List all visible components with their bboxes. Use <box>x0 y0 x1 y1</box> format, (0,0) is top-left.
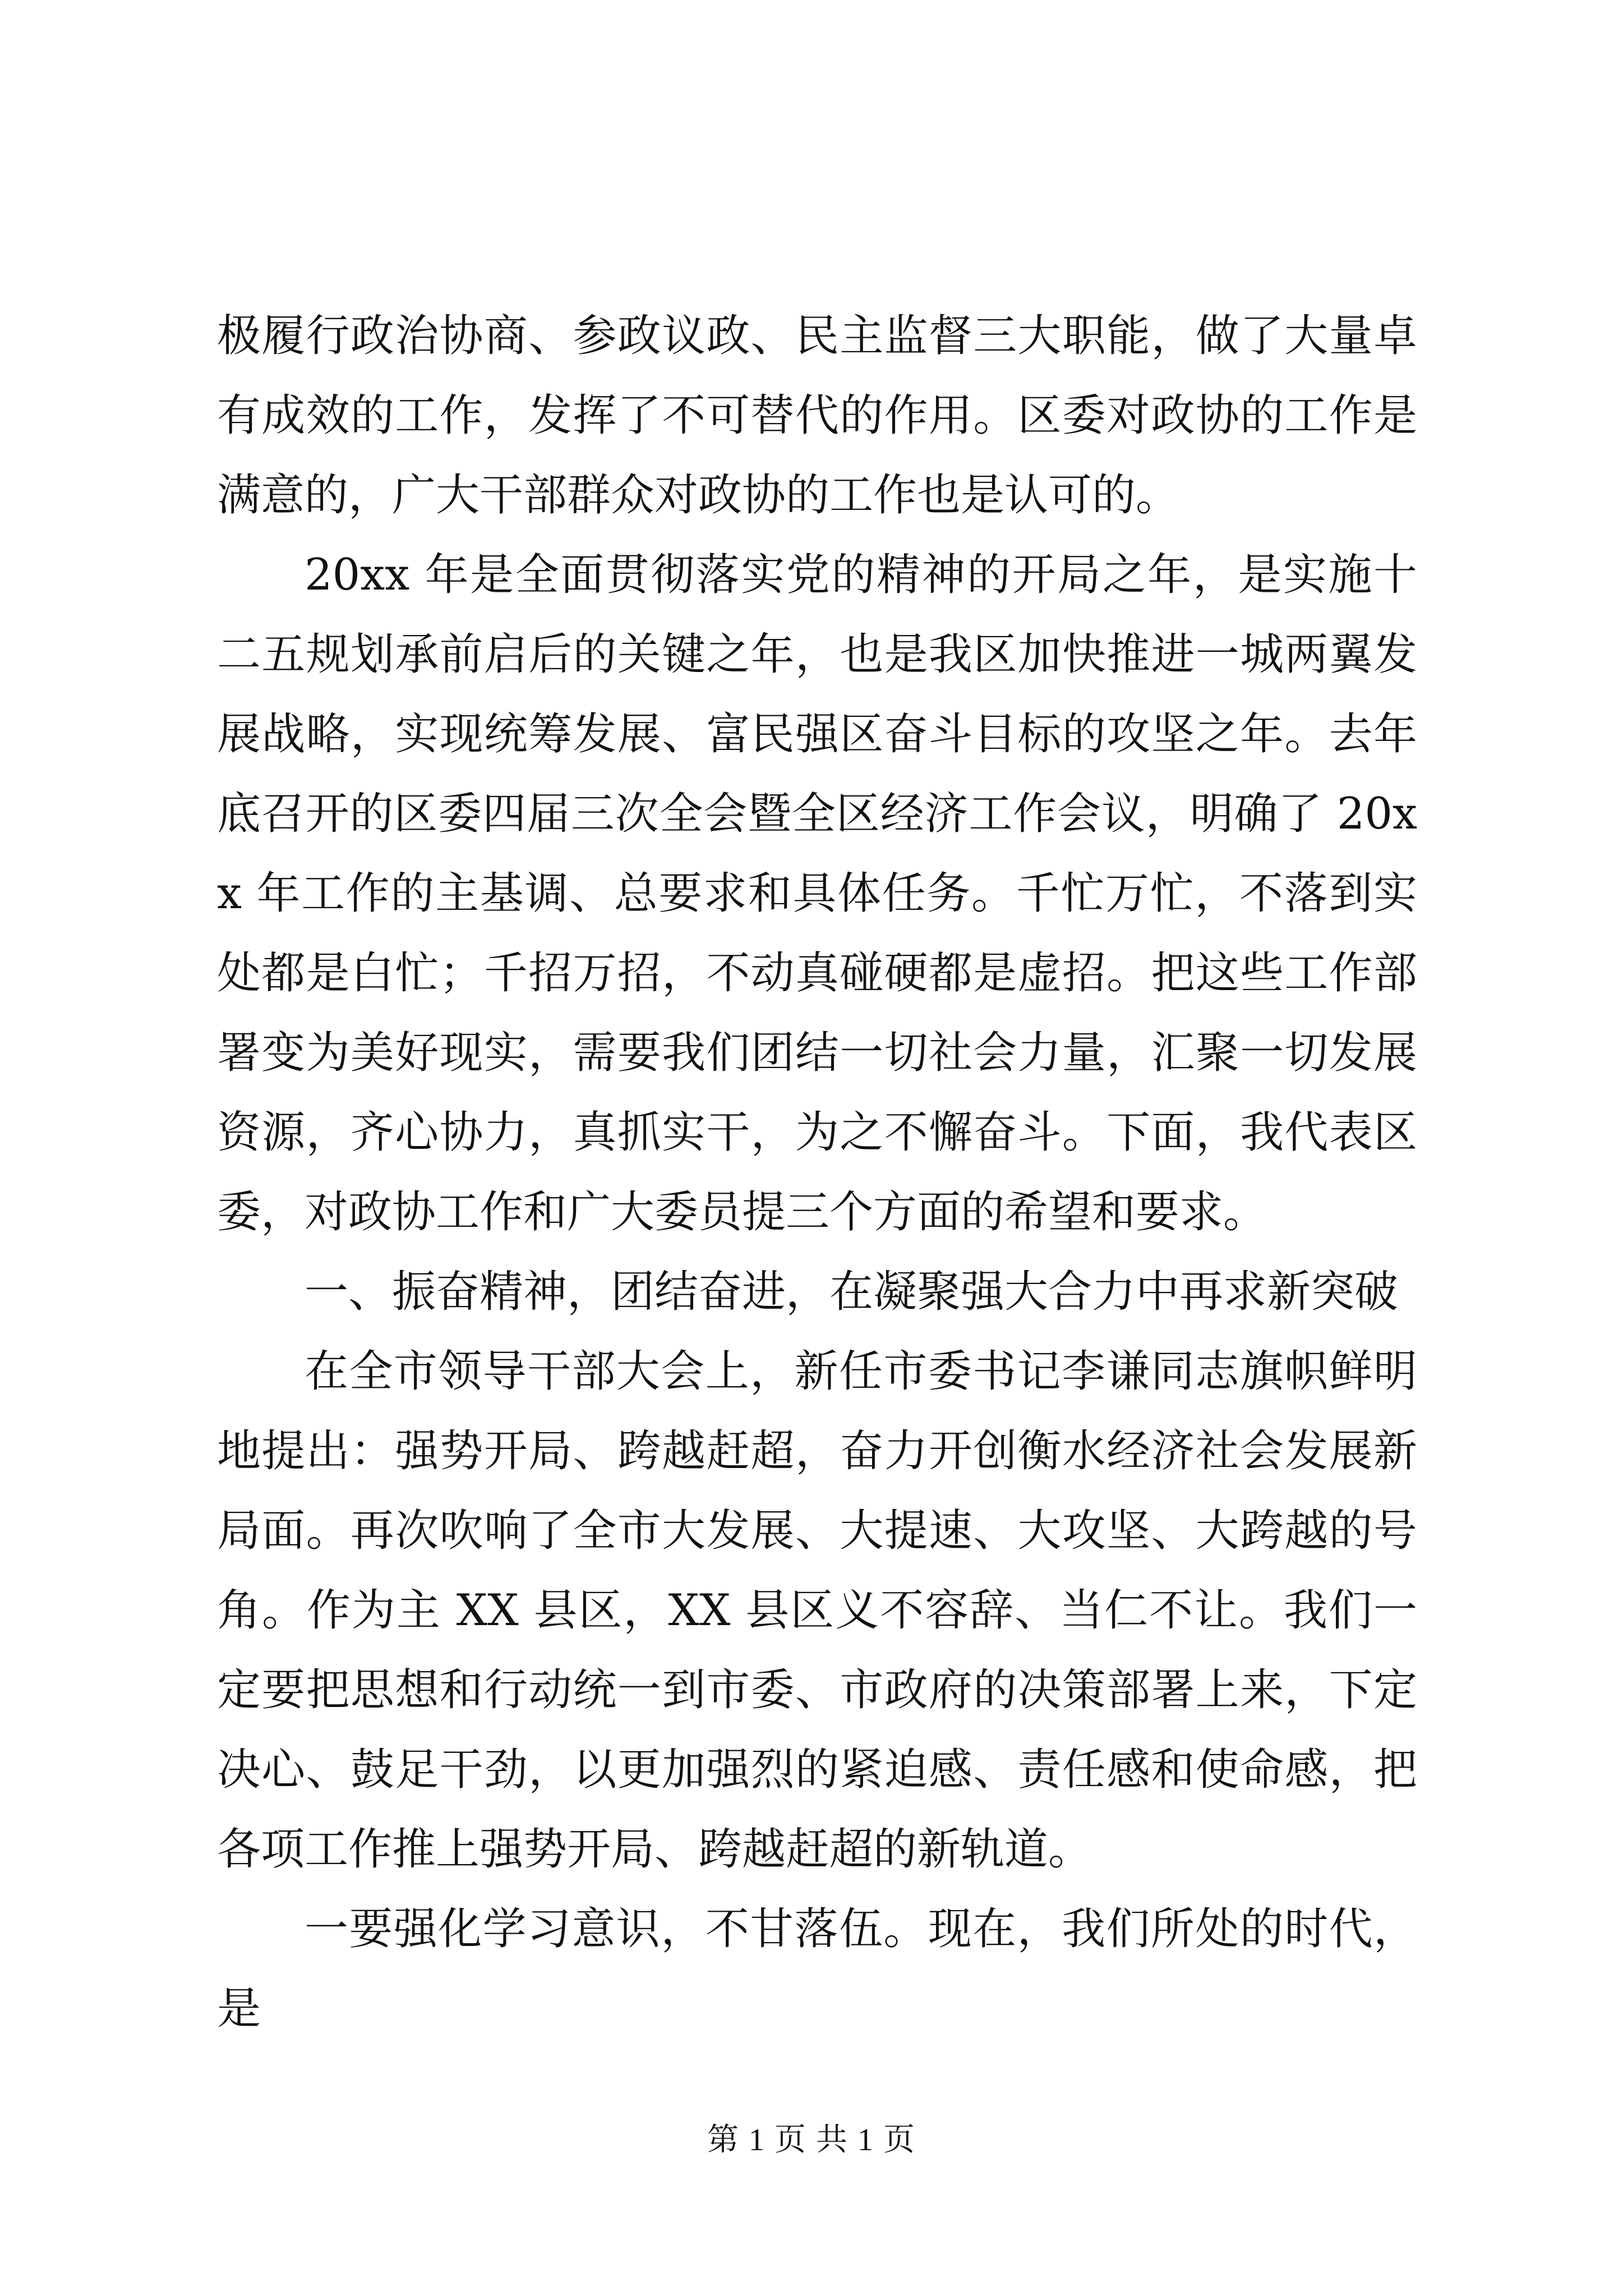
section-heading: 一、振奋精神，团结奋进，在凝聚强大合力中再求新突破 <box>305 1267 1399 1317</box>
paragraph: 在全市领导干部大会上，新任市委书记李谦同志旗帜鲜明地提出：强势开局、跨越赶超，奋力开创衡水经济社会发展新局面。再次吹响了全市大发展、大提速、大攻坚、大跨越的号角。作为主 XX 县区，XX 县区义不容辞、当仁不让。我们一定要把思想和行动统一到市委、市政府的决策部署上来，下定决心、鼓足干劲，以更加强烈的紧迫感、责任感和使命感，把各项工作推上强势开局、跨越赶超的新轨道。 <box>217 1346 1417 1875</box>
paragraph: 极履行政治协商、参政议政、民主监督三大职能，做了大量卓有成效的工作，发挥了不可替代的作用。区委对政协的工作是满意的，广大干部群众对政协的工作也是认可的。 <box>217 311 1417 521</box>
paragraph: 一要强化学习意识，不甘落伍。现在，我们所处的时代，是 <box>217 1904 1417 2034</box>
page-footer: 第 1 页 共 1 页 <box>707 2123 916 2157</box>
document-body <box>217 296 1417 2049</box>
paragraph: 20xx 年是全面贯彻落实党的精神的开局之年，是实施十二五规划承前启后的关键之年，也是我区加快推进一城两翼发展战略，实现统筹发展、富民强区奋斗目标的攻坚之年。去年底召开的区委四届三次全会暨全区经济工作会议，明确了 20xx 年工作的主基调、总要求和具体任务。千忙万忙，不落到实处都是白忙；千招万招，不动真碰硬都是虚招。把这些工作部署变为美好现实，需要我们团结一切社会力量，汇聚一切发展资源，齐心协力，真抓实干，为之不懈奋斗。下面，我代表区委，对政协工作和广大委员提三个方面的希望和要求。 <box>217 550 1417 1237</box>
